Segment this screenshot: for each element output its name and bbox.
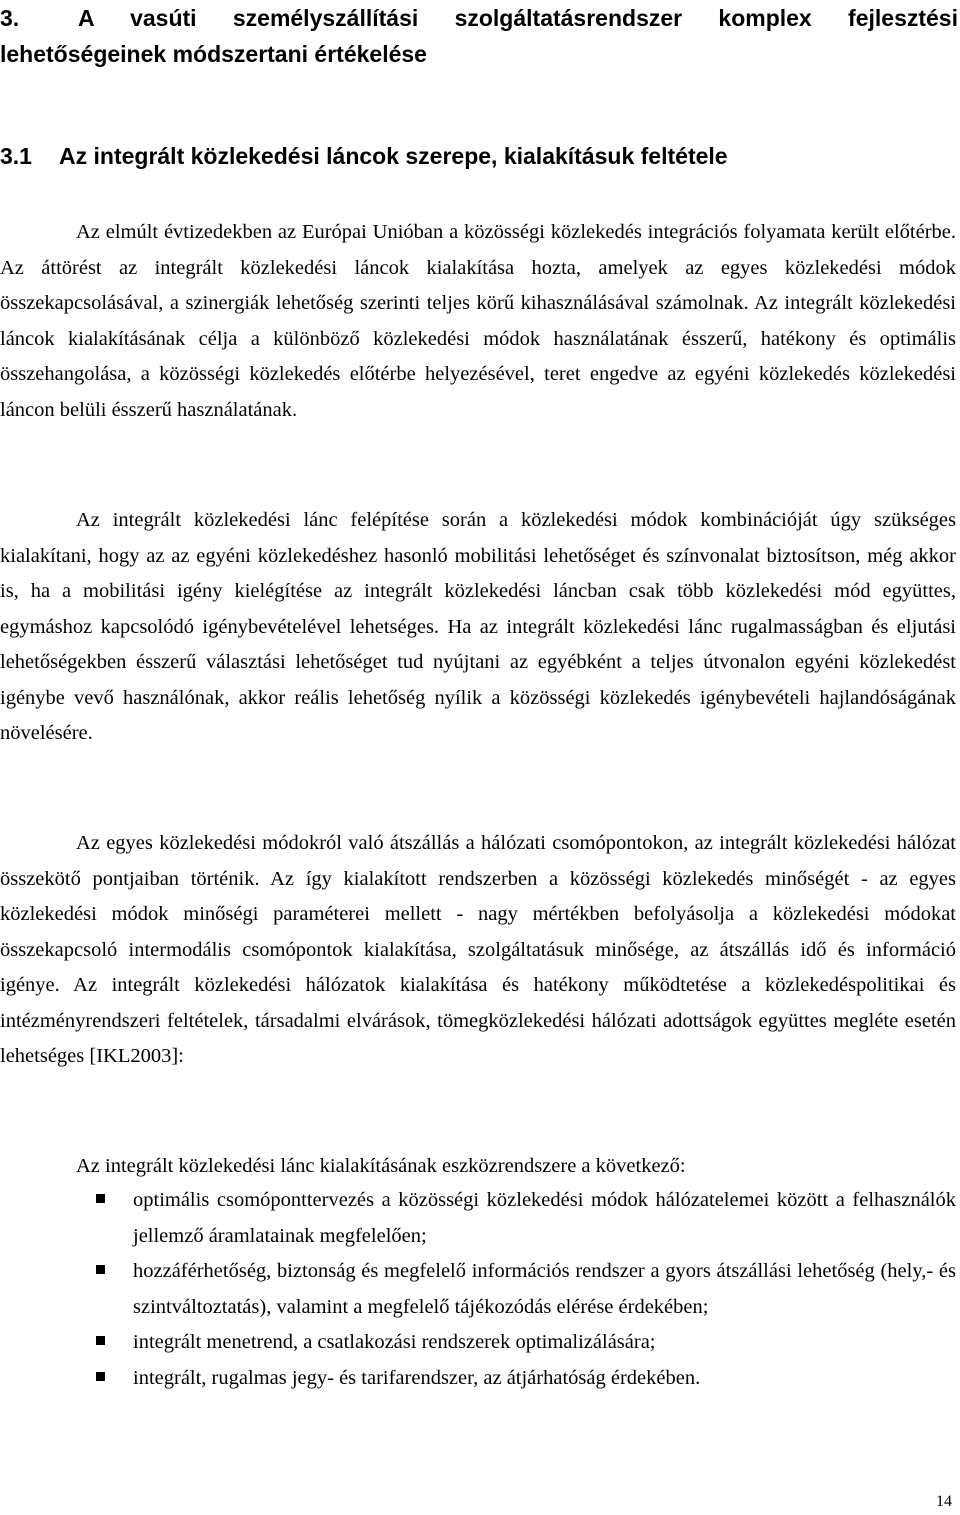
square-bullet-icon: [96, 1265, 105, 1274]
list-item: [0, 1183, 956, 1254]
list-item-text: hozzáférhetőség, biztonság és megfelelő információs rendszer a gyors átszállási lehetőség (hely,- és szintváltoztatás), valamint a megfelelő tájékozódás elérése érdekében;: [133, 1260, 956, 1318]
list-item-text: integrált, rugalmas jegy- és tarifarendszer, az átjárhatóság érdekében.: [133, 1366, 701, 1389]
list-item-text: integrált menetrend, a csatlakozási rendszerek optimalizálására;: [133, 1331, 656, 1353]
list-item: [0, 1254, 956, 1325]
square-bullet-icon: [96, 1372, 105, 1381]
section-heading: [0, 138, 728, 174]
chapter-title: A vasúti személyszállítási szolgáltatásrendszer komplex fejlesztési lehetőségeinek módszertani értékelése: [0, 5, 958, 67]
list-item: [0, 1361, 956, 1397]
bullet-list: [0, 1183, 956, 1396]
list-intro-paragraph: Az integrált közlekedési lánc kialakításának eszközrendszere a következő:: [76, 1155, 686, 1177]
body-paragraph: Az integrált közlekedési lánc felépítése során a közlekedési módok kombinációját úgy szükséges kialakítani, hogy az az egyéni közlekedéshez hasonló mobilitási lehetőséget és színvonalat biztosítson, még akkor is, ha a mobilitási igény kielégítése az integrált közlekedési láncban csak több közlekedési mód együttes, egymáshoz kapcsolódó igénybevételével lehetséges. Ha az integrált közlekedési lánc rugalmasságban és eljutási lehetőségekben ésszerű választási lehetőséget tud nyújtani az egyébként a teljes útvonalon egyéni közlekedést igénybe vevő használónak, akkor reális lehetőség nyílik a közösségi közlekedés igénybevételi hajlandóságának növelésére.: [0, 509, 956, 744]
body-paragraph: Az elmúlt évtizedekben az Európai Unióban a közösségi közlekedés integrációs folyamata került előtérbe. Az áttörést az integrált közlekedési láncok kialakítása hozta, amelyek az egyes közlekedési módok összekapcsolásával, a szinergiák lehetőség szerinti teljes körű kihasználásával számolnak. Az integrált közlekedési láncok kialakításának célja a különböző közlekedési módok használatának ésszerű, hatékony és optimális összehangolása, a közösségi közlekedés előtérbe helyezésével, teret engedve az egyéni közlekedés közlekedési láncon belüli ésszerű használatának.: [0, 221, 956, 421]
square-bullet-icon: [96, 1194, 105, 1203]
section-number: 3.1: [0, 143, 32, 169]
body-paragraph: Az egyes közlekedési módokról való átszállás a hálózati csomópontokon, az integrált közlekedési hálózat összekötő pontjaiban történik. Az így kialakított rendszerben a közösségi közlekedés minőségét - az egyes közlekedési módok minőségi paraméterei mellett - nagy mértékben befolyásolja a közlekedési módokat összekapcsoló intermodális csomópontok kialakítása, szolgáltatásuk minősége, az átszállás idő és információ igénye. Az integrált közlekedési hálózatok kialakítása és hatékony működtetése a közlekedéspolitikai és intézményrendszeri feltételek, társadalmi elvárások, tömegközlekedési hálózati adottságok együttes megléte esetén lehetséges [IKL2003]:: [0, 832, 956, 1067]
list-item: [0, 1325, 956, 1361]
page-number: 14: [936, 1493, 952, 1510]
chapter-number: 3.: [0, 5, 20, 31]
list-item-text: optimális csomóponttervezés a közösségi közlekedési módok hálózatelemei között a felhasználók jellemző áramlatainak megfelelően;: [133, 1189, 956, 1247]
square-bullet-icon: [96, 1336, 105, 1345]
section-title: Az integrált közlekedési láncok szerepe, kialakításuk feltétele: [59, 143, 728, 169]
chapter-heading: [0, 0, 958, 72]
